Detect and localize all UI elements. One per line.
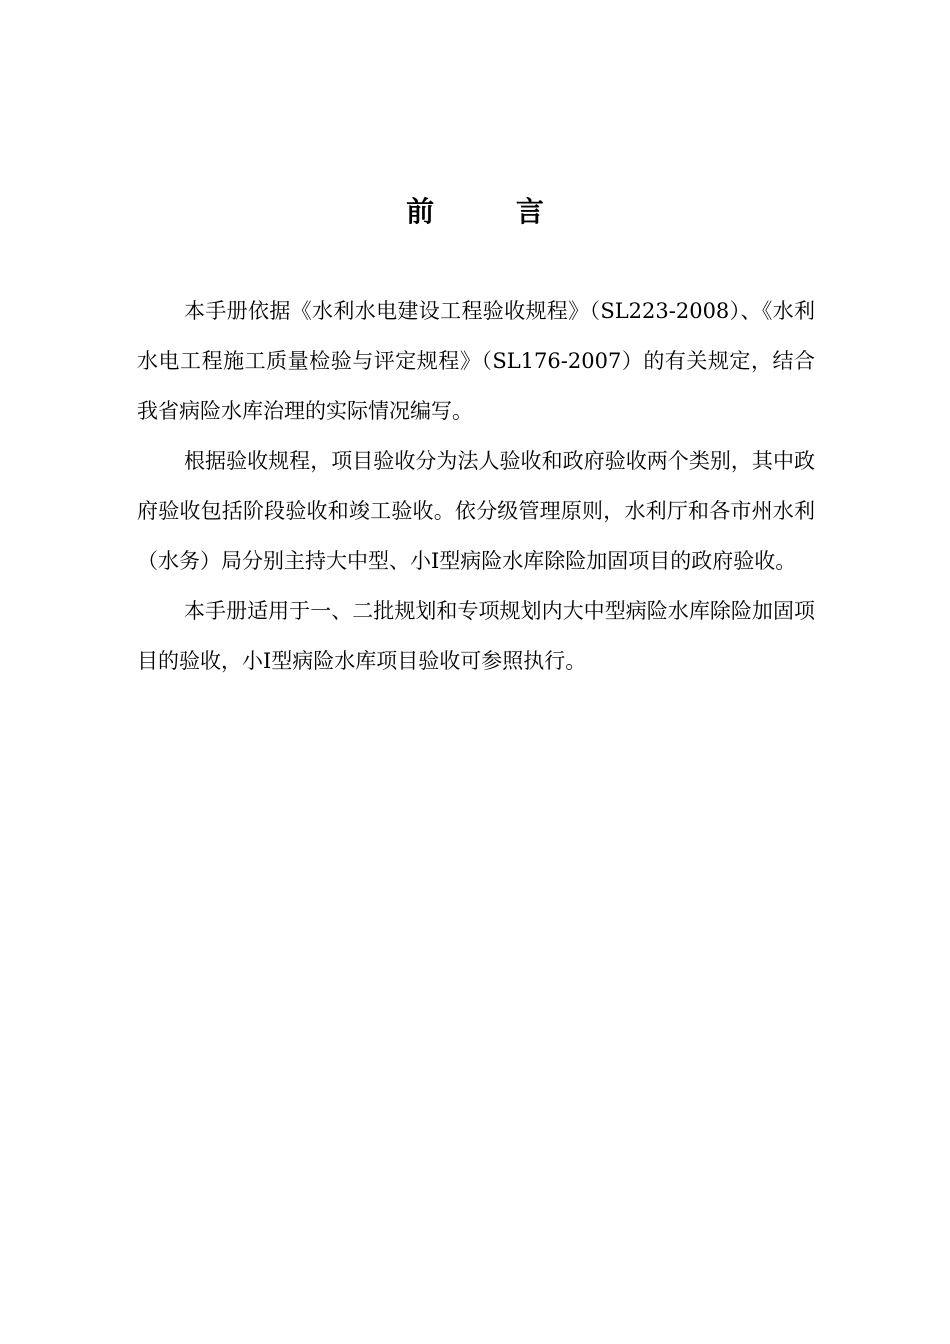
paragraph-acceptance-types: 根据验收规程，项目验收分为法人验收和政府验收两个类别，其中政府验收包括阶段验收和竣工验收。依分级管理原则，水利厅和各市州水利（水务）局分别主持大中型、小Ⅰ型病险水库除险加固项目的政府验收。 [137,449,815,573]
document-body [137,286,815,686]
page-title: 前 言 [406,195,580,228]
paragraph-basis: 本手册依据《水利水电建设工程验收规程》（SL223-2008）、《水利水电工程施工质量检验与评定规程》（SL176-2007）的有关规定，结合我省病险水库治理的实际情况编写。 [137,299,815,423]
paragraph-scope: 本手册适用于一、二批规划和专项规划内大中型病险水库除险加固项目的验收，小Ⅰ型病险水库项目验收可参照执行。 [137,599,815,673]
